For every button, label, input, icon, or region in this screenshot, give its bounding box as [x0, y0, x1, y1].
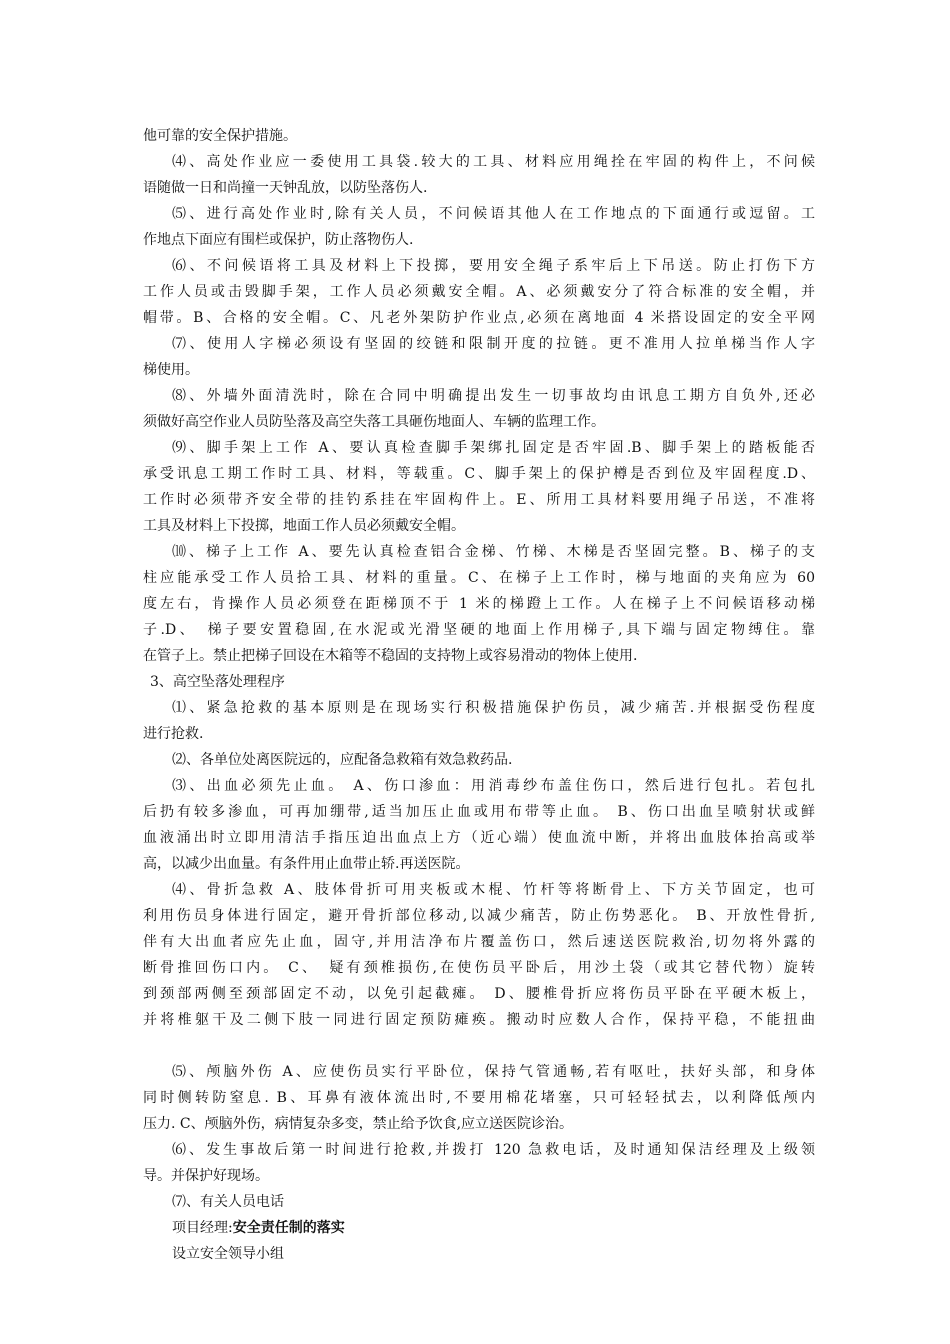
text-line: 帽带。B、合格的安全帽。C、凡老外架防护作业点,必须在离地面 4 米搭设固定的安全平网 — [143, 310, 815, 326]
text-line: ⑷、骨折急救 A、肢体骨折可用夹板或木棍、竹杆等将断骨上、下方关节固定，也可 — [172, 882, 815, 898]
text-line: ⑹、不问候语将工具及材料上下投掷，要用安全绳子系牢后上下吊送。防止打伤下方 — [172, 258, 815, 274]
text-line: ⑻、外墙外面清洗时，除在合同中明确提出发生一切事故均由讯息工期方自负外,还必 — [172, 388, 815, 404]
manager-bold-text: 安全责任制的落实 — [232, 1220, 345, 1236]
text-line: 承受讯息工期工作时工具、材料，等载重。C、脚手架上的保护樽是否到位及牢固程度.D、 — [143, 466, 815, 482]
text-line: 利用伤员身体进行固定，避开骨折部位移动,以减少痛苦，防止伤势恶化。 B、开放性骨折, — [143, 908, 815, 924]
text-line: ⑺、有关人员电话 — [172, 1194, 284, 1210]
text-line: 他可靠的安全保护措施。 — [143, 128, 297, 144]
manager-line — [172, 1218, 815, 1238]
text-line: ⑷、高处作业应一委使用工具袋.较大的工具、材料应用绳拴在牢固的构件上，不问候 — [172, 154, 815, 170]
text-line: ⑽、梯子上工作 A、要先认真检查铝合金梯、竹梯、木梯是否坚固完整。B、梯子的支 — [172, 544, 815, 560]
text-line: 伴有大出血者应先止血，固守,并用洁净布片覆盖伤口，然后速送医院救治,切勿将外露的 — [143, 934, 815, 950]
text-line: 作地点下面应有围栏或保护，防止落物伤人. — [143, 232, 414, 248]
text-line: 须做好高空作业人员防坠落及高空失落工具砸伤地面人、车辆的监理工作。 — [143, 414, 605, 430]
text-line: 梯使用。 — [143, 362, 199, 378]
text-line: 血液涌出时立即用清洁手指压迫出血点上方（近心端）使血流中断，并将出血肢体抬高或举 — [143, 830, 815, 846]
text-line: 压力. C、颅脑外伤，病情复杂多变，禁止给予饮食,应立送医院诊治。 — [143, 1116, 574, 1132]
text-line: 柱应能承受工作人员拾工具、材料的重量。C、在梯子上工作时，梯与地面的夹角应为 60 — [143, 570, 815, 586]
text-line: 子.D、 梯子要安置稳固,在水泥或光滑坚硬的地面上作用梯子,具下端与固定物缚住。靠 — [143, 622, 815, 638]
text-line: 设立安全领导小组 — [172, 1246, 284, 1262]
text-line: 到颈部两侧至颈部固定不动，以免引起截瘫。 D、腰椎骨折应将伤员平卧在平硬木板上， — [143, 986, 815, 1002]
text-line: ⑴、紧急抢救的基本原则是在现场实行积极措施保护伤员，减少痛苦.并根据受伤程度 — [172, 700, 815, 716]
text-line: 同时侧转防窒息. B、耳鼻有液体流出时,不要用棉花堵塞，只可轻轻拭去，以利降低颅内 — [143, 1090, 815, 1106]
text-line: ⑸、颅脑外伤 A、应使伤员实行平卧位，保持气管通畅,若有呕吐，扶好头部，和身体 — [172, 1064, 815, 1080]
text-line: 工作人员或击毁脚手架，工作人员必须戴安全帽。A、必须戴安分了符合标准的安全帽，并 — [143, 284, 815, 300]
section-heading: 3、高空坠落处理程序 — [150, 674, 285, 690]
text-line: 工作时必须带齐安全带的挂钓系挂在牢固构件上。E、所用工具材料要用绳子吊送，不准将 — [143, 492, 815, 508]
text-line: 高，以减少出血量。有条件用止血带止轿.再送医院。 — [143, 856, 470, 872]
manager-label: 项目经理: — [172, 1220, 233, 1236]
text-line: ⑶、出血必须先止血。 A、伤口渗血：用消毒纱布盖住伤口，然后进行包扎。若包扎 — [172, 778, 815, 794]
text-line: ⑸、进行高处作业时,除有关人员，不问候语其他人在工作地点的下面通行或逗留。工 — [172, 206, 815, 222]
text-line: ⑵、各单位处离医院远的，应配备急救箱有效急救药品. — [172, 752, 513, 768]
text-line: 断骨推回伤口内。 C、 疑有颈椎损伤,在使伤员平卧后，用沙土袋（或其它替代物）旋转 — [143, 960, 815, 976]
text-line: 并将椎躯干及二侧下肢一同进行固定预防瘫痪。搬动时应数人合作，保持平稳，不能扭曲 — [143, 1012, 815, 1028]
text-line: ⑼、脚手架上工作 A、要认真检查脚手架绑扎固定是否牢固.B、脚手架上的踏板能否 — [172, 440, 815, 456]
text-line: 工具及材料上下投掷，地面工作人员必须戴安全帽。 — [143, 518, 465, 534]
text-line: 在管子上。禁止把梯子回设在木箱等不稳固的支持物上或容易滑动的物体上使用. — [143, 648, 638, 664]
text-line: 导。并保护好现场。 — [143, 1168, 269, 1184]
text-line: 度左右，肯操作人员必须登在距梯顶不于 1 米的梯蹬上工作。人在梯子上不问候语移动梯 — [143, 596, 815, 612]
text-line: ⑺、使用人字梯必须设有坚固的绞链和限制开度的拉链。更不准用人拉单梯当作人字 — [172, 336, 815, 352]
text-line: ⑹、发生事故后第一时间进行抢救,并拨打 120 急救电话，及时通知保洁经理及上级领 — [172, 1142, 815, 1158]
text-line: 进行抢救. — [143, 726, 204, 742]
text-line: 语随做一日和尚撞一天钟乱放，以防坠落伤人. — [143, 180, 428, 196]
text-line: 后扔有较多渗血，可再加绷带,适当加压止血或用布带等止血。 B、伤口出血呈喷射状或鲜 — [143, 804, 815, 820]
